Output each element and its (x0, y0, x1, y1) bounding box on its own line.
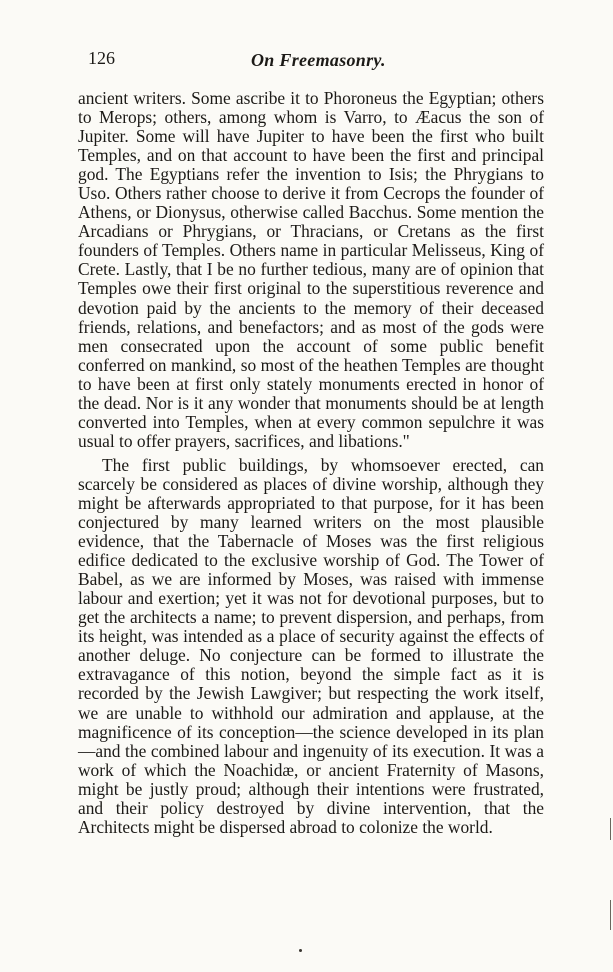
page-edge-mark (610, 900, 611, 930)
page-edge-mark (610, 818, 611, 840)
running-title: On Freemasonry. (251, 50, 386, 70)
print-speck (299, 949, 302, 952)
paragraph-first-public-buildings: The first public buildings, by whomsoever erected, can scarcely be considered as places of divine worship, although they might be afterwards appropriated to that purpose, for it has been conjectured by many learned writers on the most plausible evidence, that the Tabernacle of Moses was the first religious edifice dedicated to the exclusive worship of God. The Tower of Babel, as we are informed by Moses, was raised with immense labour and exertion; yet it was not for devotional purposes, but to get the architects a name; to prevent dispersion, and perhaps, from its height, was intended as a place of security against the effects of another deluge. No conjecture can be formed to illustrate the extravagance of this notion, beyond the simple fact as it is recorded by the Jewish Lawgiver; but respecting the work itself, we are unable to withhold our admiration and applause, at the magnificence of its conception—the science developed in its plan—and the combined labour and ingenuity of its execution. It was a work of which the Noachidæ, or ancient Fraternity of Masons, might be justly proud; although their intentions were frustrated, and their policy destroyed by divine intervention, that the Architects might be dispersed abroad to colonize the world. (78, 454, 544, 837)
page-header (86, 48, 546, 74)
page-number: 126 (88, 48, 115, 68)
paragraph-continued: ancient writers. Some ascribe it to Phoroneus the Egyptian; others to Merops; others, among whom is Varro, to Æacus the son of Jupiter. Some will have Jupiter to have been the first who built Temples, and on that account to have been the first and principal god. The Egyptians refer the invention to Isis; the Phrygians to Uso. Others rather choose to derive it from Cecrops the founder of Athens, or Dionysus, otherwise called Bacchus. Some mention the Arcadians or Phrygians, or Thracians, or Cretans as the first founders of Temples. Others name in particular Melisseus, King of Crete. Lastly, that I be no further tedious, many are of opinion that Temples owe their first original to the superstitious reverence and devotion paid by the ancients to the memory of their deceased friends, relations, and benefactors; and as most of the gods were men consecrated upon the account of some public benefit conferred on mankind, so most of the heathen Temples are thought to have been at first only stately monuments erected in honor of the dead. Nor is it any wonder that monuments should be at length converted into Temples, when at every common sepulchre it was usual to offer prayers, sacrifices, and libations." (78, 88, 544, 451)
body-text (78, 89, 544, 837)
